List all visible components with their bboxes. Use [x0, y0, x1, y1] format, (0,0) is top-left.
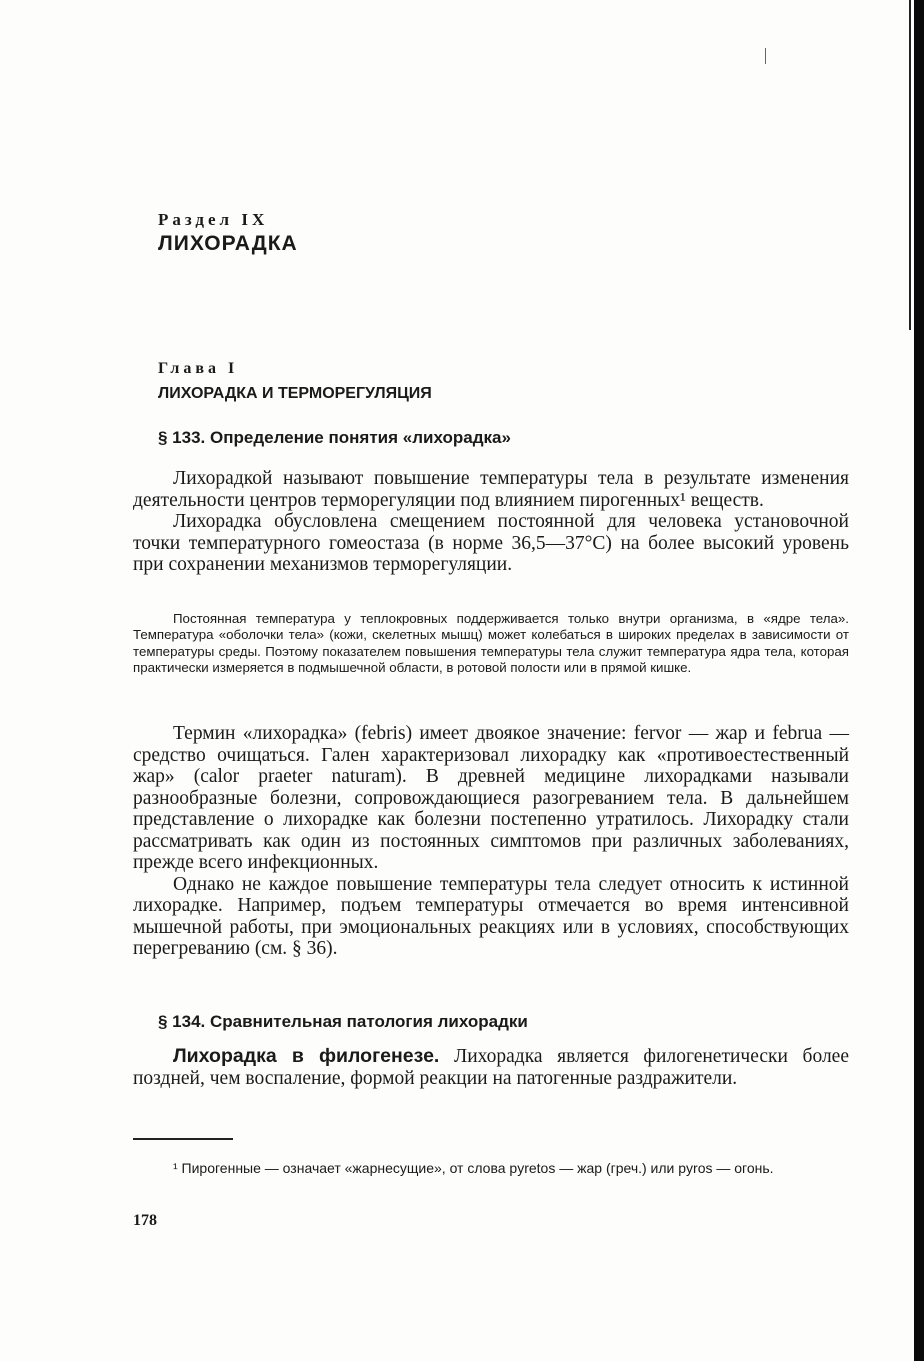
paragraph: Однако не каждое повышение температуры тела следует относить к истинной лихорадке. Например, подъем температуры отмечается во время интенсивной мышечной работы, при эмоциональных реакциях или в условиях, способствующих перегреванию (см. § 36). [133, 873, 849, 959]
footnote [133, 1159, 849, 1177]
paragraph: Лихорадкой называют повышение температуры тела в результате изменения деятельности центров терморегуляции под влиянием пирогенных¹ веществ. [133, 468, 849, 511]
scan-speck [765, 48, 766, 64]
scan-edge-shadow [914, 0, 924, 1361]
chapter-title: ЛИХОРАДКА И ТЕРМОРЕГУЛЯЦИЯ [158, 385, 432, 402]
small-print-note [133, 611, 849, 676]
note-paragraph: Постоянная температура у теплокровных поддерживается только внутри организма, в «ядре тела». Температура «оболочки тела» (кожи, скелетных мышц) может колебаться в широких пределах в зависимости от температуры среды. Поэтому показателем повышения температуры тела служит температура ядра тела, которая практически измеряется в подмышечной области, в ротовой полости или в прямой кишке. [133, 611, 849, 675]
section-title: ЛИХОРАДКА [158, 232, 298, 255]
phylogenesis-text [133, 1046, 849, 1089]
history-text [133, 723, 849, 960]
scan-edge-line [909, 0, 911, 330]
definition-text [133, 468, 849, 576]
page-number: 178 [133, 1212, 157, 1229]
chapter-label: Глава I [158, 360, 239, 377]
run-in-heading: Лихорадка в филогенезе. [173, 1045, 440, 1067]
paragraph-134-heading: § 134. Сравнительная патология лихорадки [158, 1012, 528, 1031]
paragraph: Термин «лихорадка» (febris) имеет двоякое значение: fervor — жар и februa — средство очищаться. Гален характеризовал лихорадку как «противоестественный жар» (calor praeter naturam). В древней медицине лихорадками называли разнообразные болезни, сопровождающиеся разогреванием тела. В дальнейшем представление о лихорадке как болезни постепенно утратилось. Лихорадку стали рассматривать как один из постоянных симптомов при различных заболеваниях, прежде всего инфекционных. [133, 723, 849, 873]
section-label: Раздел IX [158, 210, 269, 229]
footnote-rule [133, 1138, 233, 1140]
footnote-text: ¹ Пирогенные — означает «жарнесущие», от слова pyretos — жар (греч.) или pyros — огонь. [173, 1160, 774, 1176]
paragraph [133, 1046, 849, 1089]
paragraph-133-heading: § 133. Определение понятия «лихорадка» [158, 428, 511, 447]
paragraph: Лихорадка обусловлена смещением постоянной для человека установочной точки температурного гомеостаза (в норме 36,5—37°С) на более высокий уровень при сохранении механизмов терморегуляции. [133, 511, 849, 575]
paragraph-text: Лихорадка является филогенетически более поздней, чем воспаление, формой реакции на патогенные раздражители. [133, 1046, 849, 1089]
